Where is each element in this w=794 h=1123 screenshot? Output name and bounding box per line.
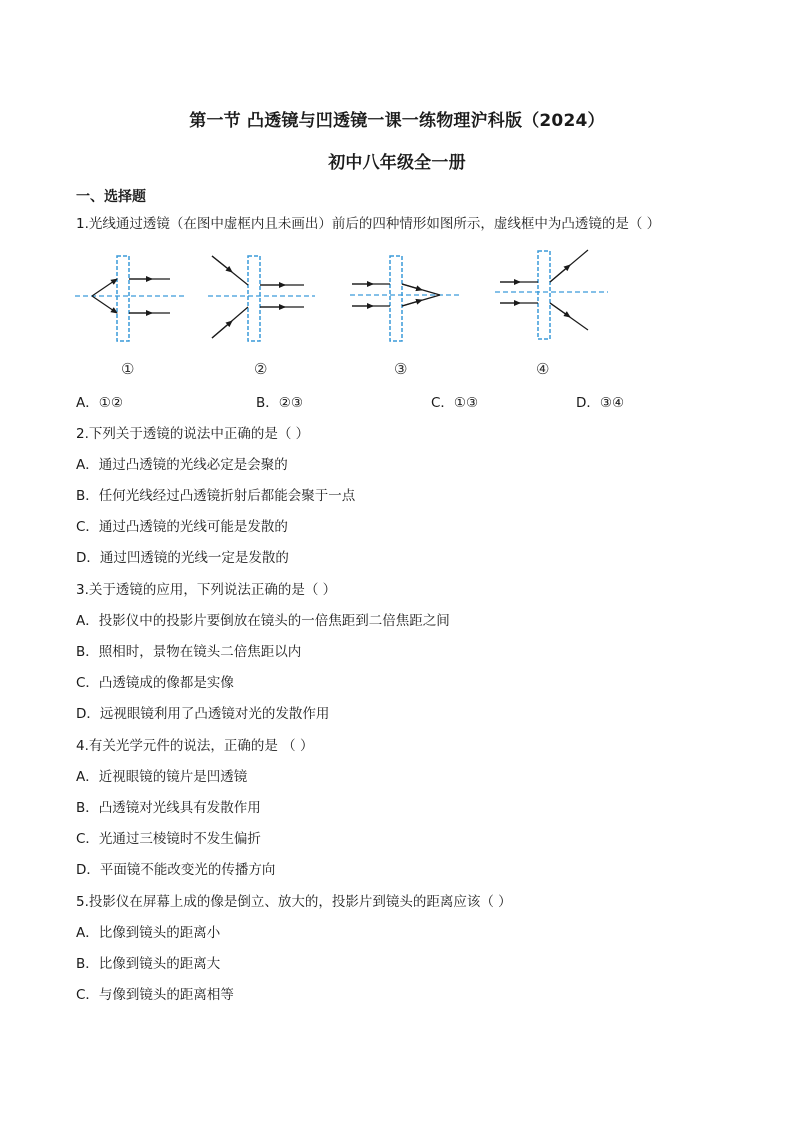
question-4-option-b[interactable]: B．凸透镜对光线具有发散作用 <box>76 800 261 816</box>
question-1-option-b[interactable]: B．②③ <box>256 395 303 411</box>
document-title: 第一节 凸透镜与凹透镜一课一练物理沪科版（2024） <box>189 111 605 131</box>
figure-3-label: ③ <box>394 360 408 378</box>
question-2-stem: 2.下列关于透镜的说法中正确的是（ ） <box>76 426 310 442</box>
question-1-option-c[interactable]: C．①③ <box>431 395 479 411</box>
question-4-option-a[interactable]: A．近视眼镜的镜片是凹透镜 <box>76 769 248 785</box>
question-3-stem: 3.关于透镜的应用，下列说法正确的是（ ） <box>76 582 337 598</box>
question-2-option-a[interactable]: A．通过凸透镜的光线必定是会聚的 <box>76 457 288 473</box>
figure-3 <box>350 256 460 378</box>
question-3-option-c[interactable]: C．凸透镜成的像都是实像 <box>76 675 234 691</box>
figure-4-label: ④ <box>536 360 550 378</box>
question-2-option-d[interactable]: D．通过凹透镜的光线一定是发散的 <box>76 550 289 566</box>
section-heading: 一、选择题 <box>76 189 146 205</box>
figure-2 <box>208 256 315 378</box>
figure-4 <box>495 250 608 378</box>
question-5-stem: 5.投影仪在屏幕上成的像是倒立、放大的，投影片到镜头的距离应该（ ） <box>76 894 512 910</box>
question-5-option-a[interactable]: A．比像到镜头的距离小 <box>76 925 221 941</box>
document-subtitle: 初中八年级全一册 <box>328 153 466 173</box>
question-3-option-a[interactable]: A．投影仪中的投影片要倒放在镜头的一倍焦距到二倍焦距之间 <box>76 613 450 629</box>
question-3-option-b[interactable]: B．照相时，景物在镜头二倍焦距以内 <box>76 644 302 660</box>
question-4-option-d[interactable]: D．平面镜不能改变光的传播方向 <box>76 862 276 878</box>
question-4-option-c[interactable]: C．光通过三棱镜时不发生偏折 <box>76 831 261 847</box>
question-4-stem: 4.有关光学元件的说法，正确的是 （ ） <box>76 738 314 754</box>
question-2-option-c[interactable]: C．通过凸透镜的光线可能是发散的 <box>76 519 288 535</box>
figure-1 <box>75 256 185 378</box>
question-1-option-a[interactable]: A．①② <box>76 395 123 411</box>
question-2-option-b[interactable]: B．任何光线经过凸透镜折射后都能会聚于一点 <box>76 488 356 504</box>
figure-1-label: ① <box>121 360 135 378</box>
question-1-option-d[interactable]: D．③④ <box>576 395 625 411</box>
question-3-option-d[interactable]: D．远视眼镜利用了凸透镜对光的发散作用 <box>76 706 330 722</box>
lens-ray-diagram <box>70 248 630 383</box>
question-5-option-c[interactable]: C．与像到镜头的距离相等 <box>76 987 234 1003</box>
question-5-option-b[interactable]: B．比像到镜头的距离大 <box>76 956 221 972</box>
question-1-stem: 1.光线通过透镜（在图中虚框内且未画出）前后的四种情形如图所示，虚线框中为凸透镜的是（ ） <box>76 216 661 232</box>
figure-2-label: ② <box>254 360 268 378</box>
